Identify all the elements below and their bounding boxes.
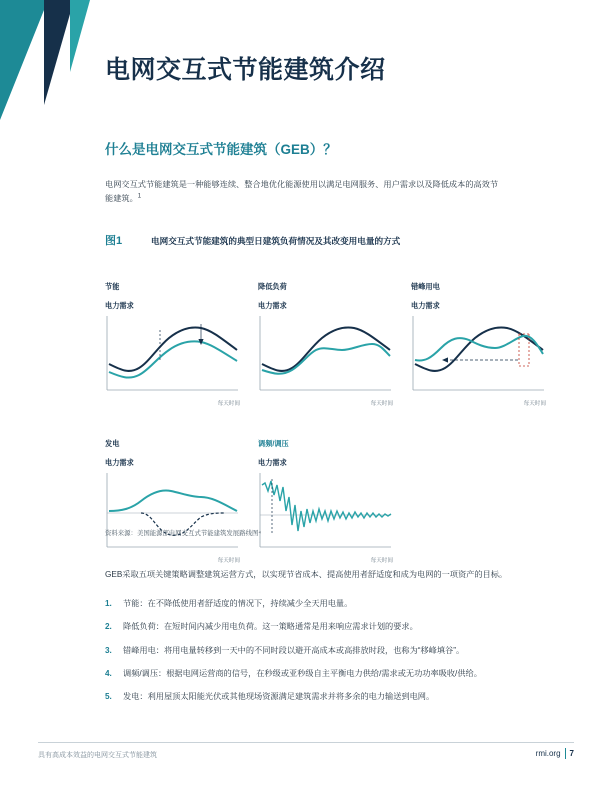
list-item-text: 发电：利用屋顶太阳能光伏或其他现场资源满足建筑需求并将多余的电力输送到电网。 <box>123 692 435 702</box>
chart-panel-modulate-title-sub: 电力需求 <box>258 458 287 468</box>
list-item <box>105 668 537 680</box>
page-title: 电网交互式节能建筑介绍 <box>105 56 386 84</box>
footer-divider <box>38 742 574 743</box>
list-item-index: 1. <box>105 599 112 608</box>
intro-paragraph <box>105 178 505 205</box>
chart-panel-load-shift-title <box>411 272 546 311</box>
section-heading: 什么是电网交互式节能建筑（GEB）？ <box>105 142 337 157</box>
figure-caption: 电网交互式节能建筑的典型日建筑负荷情况及其改变用电量的方式 <box>151 236 401 246</box>
list-item-text: 节能：在不降低使用者舒适度的情况下，持续减少全天用电量。 <box>123 599 353 608</box>
chart-panel-generate-plot <box>105 471 240 555</box>
figure-header <box>105 232 535 248</box>
chart-panel-load-shed-xlabel: 每天时间 <box>370 400 393 407</box>
figure-source-note: 资料来源：美国能源部电网交互式节能建筑发展路线图⁴ <box>105 530 262 537</box>
body-paragraph: GEB采取五项关键策略调整建筑运营方式，以实现节省成本、提高使用者舒适度和成为电网的一项资产的目标。 <box>105 570 508 579</box>
chart-panel-load-shift-title-main: 错峰用电 <box>411 281 440 291</box>
intro-paragraph-text: 电网交互式节能建筑是一种能够连续、整合地优化能源使用以满足电网服务、用户需求以及降低成本的高效节能建筑。 <box>105 180 499 203</box>
list-item <box>105 691 537 703</box>
chart-panel-generate-title <box>105 429 240 468</box>
strategies-list <box>105 598 537 714</box>
chart-panel-modulate-title <box>258 429 393 468</box>
list-item <box>105 598 537 610</box>
list-item-index: 3. <box>105 645 112 655</box>
list-item <box>105 621 537 633</box>
chart-panel-load-shed-title-main: 降低负荷 <box>258 281 287 291</box>
chart-panel-modulate-xlabel: 每天时间 <box>370 557 393 564</box>
chart-panel-efficiency-title <box>105 272 240 311</box>
chart-panel-load-shed <box>258 272 393 407</box>
chart-row-bottom <box>105 429 545 564</box>
chart-panel-generate-title-main: 发电 <box>105 438 120 448</box>
chart-panel-load-shed-plot <box>258 314 393 398</box>
list-item-text: 错峰用电：将用电量转移到一天中的不同时段以避开高成本或高排放时段，也称为“移峰填谷”。 <box>123 645 465 655</box>
chart-panel-generate-xlabel: 每天时间 <box>217 557 240 564</box>
chart-panel-modulate <box>258 429 393 564</box>
chart-panel-efficiency-plot <box>105 314 240 398</box>
chart-panel-load-shift <box>411 272 546 407</box>
footer-brand: rmi.org <box>535 749 561 758</box>
chart-panel-load-shed-title <box>258 272 393 311</box>
band-teal-inner <box>70 0 104 72</box>
chart-panel-load-shift-xlabel: 每天时间 <box>523 400 546 407</box>
chart-panel-empty <box>411 429 545 564</box>
chart-panel-modulate-plot <box>258 471 393 555</box>
chart-panel-modulate-title-main: 调频/调压 <box>258 438 289 448</box>
list-item <box>105 645 537 657</box>
intro-footnote-marker: 1 <box>137 192 142 199</box>
figure-chart-grid <box>105 272 545 586</box>
chart-panel-generate <box>105 429 240 564</box>
footer-page-number: 7 <box>569 749 574 758</box>
footer-brand-block <box>536 748 574 759</box>
chart-panel-load-shed-title-sub: 电力需求 <box>258 301 287 311</box>
list-item-index: 5. <box>105 692 112 702</box>
chart-panel-efficiency-xlabel: 每天时间 <box>217 400 240 407</box>
chart-panel-generate-title-sub: 电力需求 <box>105 458 134 468</box>
footer-separator <box>565 748 566 759</box>
chart-row-top <box>105 272 545 407</box>
list-item-index: 2. <box>105 622 112 632</box>
chart-panel-load-shift-plot <box>411 314 546 398</box>
figure-label: 图1 <box>105 235 123 247</box>
chart-panel-efficiency-title-main: 节能 <box>105 281 120 291</box>
list-item-index: 4. <box>105 668 112 678</box>
chart-panel-load-shift-title-sub: 电力需求 <box>411 301 440 311</box>
chart-panel-efficiency <box>105 272 240 407</box>
decorative-corner-bands <box>0 0 120 135</box>
chart-panel-efficiency-title-sub: 电力需求 <box>105 301 134 311</box>
list-item-text: 调频/调压：根据电网运营商的信号，在秒级或亚秒级自主平衡电力供给/需求或无功功率吸收/供给。 <box>123 668 482 678</box>
footer-document-title: 具有高成本效益的电网交互式节能建筑 <box>38 752 157 759</box>
list-item-text: 降低负荷：在短时间内减少用电负荷。这一策略通常是用来响应需求计划的要求。 <box>123 622 418 632</box>
